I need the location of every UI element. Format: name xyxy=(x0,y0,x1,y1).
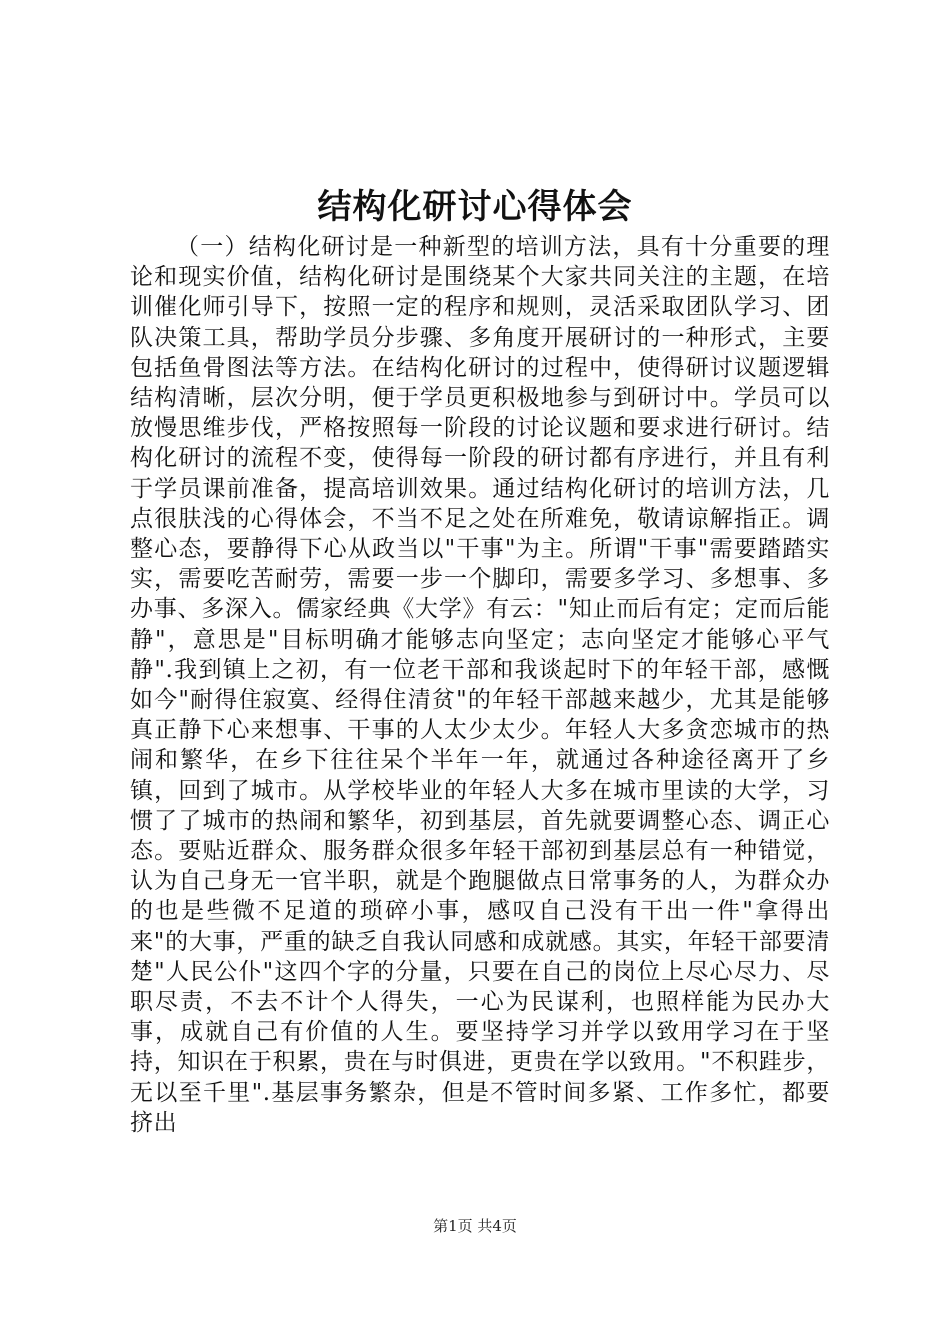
document-title: 结构化研讨心得体会 xyxy=(317,187,633,227)
body-paragraph: （一）结构化研讨是一种新型的培训方法，具有十分重要的理论和现实价值，结构化研讨是围绕某个大家共同关注的主题，在培训催化师引导下，按照一定的程序和规则，灵活采取团队学习、团队决策工具，帮助学员分步骤、多角度开展研讨的一种形式，主要包括鱼骨图法等方法。在结构化研讨的过程中，使得研讨议题逻辑结构清晰，层次分明，便于学员更积极地参与到研讨中。学员可以放慢思维步伐，严格按照每一阶段的讨论议题和要求进行研讨。结构化研讨的流程不变，使得每一阶段的研讨都有序进行，并且有利于学员课前准备，提高培训效果。通过结构化研讨的培训方法，几点很肤浅的心得体会，不当不足之处在所难免，敬请谅解指正。调整心态，要静得下心从政当以"干事"为主。所谓"干事"需要踏踏实实，需要吃苦耐劳，需要一步一个脚印，需要多学习、多想事、多办事、多深入。儒家经典《大学》有云："知止而后有定；定而后能静"，意思是"目标明确才能够志向坚定；志向坚定才能够心平气静".我到镇上之初，有一位老干部和我谈起时下的年轻干部，感慨如今"耐得住寂寞、经得住清贫"的年轻干部越来越少，尤其是能够真正静下心来想事、干事的人太少太少。年轻人大多贪恋城市的热闹和繁华，在乡下往往呆个半年一年，就通过各种途径离开了乡镇，回到了城市。从学校毕业的年轻人大多在城市里读的大学，习惯了了城市的热闹和繁华，初到基层，首先就要调整心态、调正心态。要贴近群众、服务群众很多年轻干部初到基层总有一种错觉，认为自己身无一官半职，就是个跑腿做点日常事务的人，为群众办的也是些微不足道的琐碎小事，感叹自己没有干出一件"拿得出来"的大事，严重的缺乏自我认同感和成就感。其实，年轻干部要清楚"人民公仆"这四个字的分量，只要在自己的岗位上尽心尽力、尽职尽责，不去不计个人得失，一心为民谋利，也照样能为民办大事，成就自己有价值的人生。要坚持学习并学以致用学习在于坚持，知识在于积累，贵在与时俱进，更贵在学以致用。"不积跬步，无以至千里".基层事务繁杂，但是不管时间多紧、工作多忙，都要挤出 xyxy=(130,234,830,1136)
page-number-footer: 第1页 共4页 xyxy=(433,1217,517,1235)
